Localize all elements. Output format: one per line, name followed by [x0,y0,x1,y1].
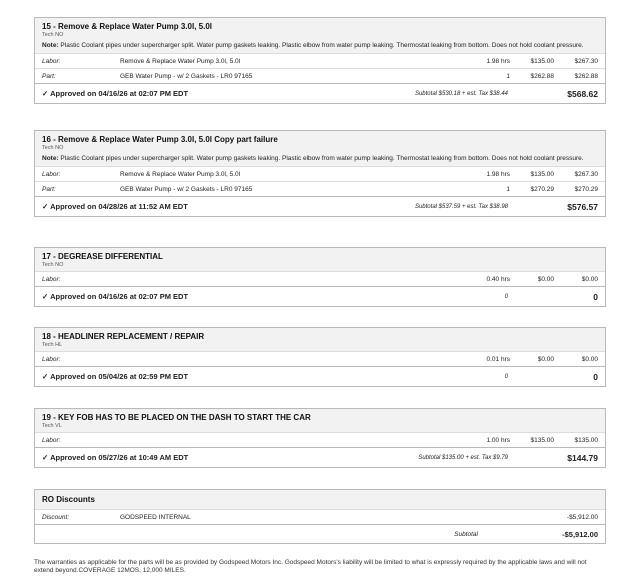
line-rate: $135.00 [530,170,554,178]
service-item-note [42,42,598,50]
line-item-labor [35,432,605,447]
service-item-tech: Tech NO [42,145,64,151]
line-quantity: 1.98 hrs [486,57,510,65]
service-item-19 [34,408,606,468]
line-rate: $262.88 [530,72,554,80]
line-type: Labor: [42,275,61,283]
service-item-17 [34,247,606,307]
item-total: 0 [593,291,598,302]
discounts-title: RO Discounts [42,495,95,504]
line-description: Remove & Replace Water Pump 3.0l, 5.0l [120,57,241,65]
line-type: Labor: [42,57,61,65]
line-quantity: 1.00 hrs [486,436,510,444]
line-item-labor [35,166,605,181]
service-item-title: 18 - HEADLINER REPLACEMENT / REPAIR [42,332,205,341]
line-type: Labor: [42,355,61,363]
line-type: Labor: [42,170,61,178]
line-item-part [35,68,605,83]
approval-status: ✓ Approved on 04/16/26 at 02:07 PM EDT [42,292,189,301]
service-item-title: 15 - Remove & Replace Water Pump 3.0l, 5.0l [42,22,212,31]
service-item-18 [34,327,606,387]
service-item-note [42,155,598,163]
line-item-part [35,181,605,196]
line-item-labor [35,53,605,68]
line-quantity: 1 [506,72,510,80]
line-description: GEB Water Pump - w/ 2 Gaskets - LR0 97165 [120,72,253,80]
service-item-header [35,18,605,53]
line-amount: $135.00 [574,436,598,444]
line-amount: $270.29 [574,185,598,193]
approval-status: ✓ Approved on 05/04/26 at 02:59 PM EDT [42,372,189,381]
service-item-header [35,409,605,432]
service-item-header [35,328,605,351]
discount-subtotal: -$5,912.00 [562,529,598,539]
line-rate: $0.00 [537,275,554,283]
item-total: $576.57 [567,201,598,212]
warranty-text: The warranties as applicable for the parts will be as provided by Godspeed Motors Inc. Godspeed Motors's liability will be limited to what is expressly required by the applicable laws and will not extend beyond.COVERAGE 12MOS, 12,000 MILES. [34,559,587,574]
approval-status: ✓ Approved on 05/27/26 at 10:49 AM EDT [42,453,189,462]
line-amount: $267.30 [574,170,598,178]
line-amount: $0.00 [581,355,598,363]
line-rate: $0.00 [537,355,554,363]
note-text: Plastic Coolant pipes under supercharger split. Water pump gaskets leaking. Plastic elbow from water pump leaking. Thermostat leaking from bottom. Does not hold coolant pressure. [60,42,584,49]
line-item-labor [35,351,605,366]
line-rate: $135.00 [530,436,554,444]
discounts-header [35,490,605,509]
service-item-footer [35,447,605,467]
line-type: Labor: [42,436,61,444]
service-item-title: 17 - DEGREASE DIFFERENTIAL [42,252,163,261]
service-item-footer [35,196,605,216]
line-quantity: 1 [506,185,510,193]
line-quantity: 1.98 hrs [486,170,510,178]
service-item-header [35,131,605,166]
subtotal-text: Subtotal $537.59 + est. Tax $38.98 [414,203,508,210]
service-item-15 [34,17,606,104]
service-item-tech: Tech NO [42,32,64,38]
service-item-tech: Tech NO [42,262,64,268]
service-item-tech: Tech HL [42,342,63,348]
line-type: Part: [42,72,56,80]
discounts-footer [35,524,605,543]
line-quantity: 0.40 hrs [486,275,510,283]
subtotal-text: Subtotal $530.18 + est. Tax $38.44 [414,90,508,97]
line-quantity: 0.01 hrs [486,355,510,363]
ro-discounts [34,489,606,544]
item-total: $144.79 [567,452,598,463]
service-item-title: 16 - Remove & Replace Water Pump 3.0l, 5.0l Copy part failure [42,135,278,144]
service-item-16 [34,130,606,217]
line-amount: $0.00 [581,275,598,283]
subtotal-text: Subtotal $135.00 + est. Tax $9.79 [418,454,508,461]
line-amount: $262.88 [574,72,598,80]
approval-status: ✓ Approved on 04/16/26 at 02:07 PM EDT [42,89,189,98]
discount-description: GODSPEED INTERNAL [120,513,191,521]
service-item-footer [35,366,605,386]
service-item-header [35,248,605,271]
discount-line [35,509,605,524]
service-item-footer [35,83,605,103]
service-item-footer [35,286,605,306]
line-description: Remove & Replace Water Pump 3.0l, 5.0l [120,170,241,178]
note-label: Note: [42,155,59,162]
discount-amount: -$5,912.00 [566,513,598,521]
line-description: GEB Water Pump - w/ 2 Gaskets - LR0 97165 [120,185,253,193]
item-total: 0 [593,371,598,382]
line-type: Part: [42,185,56,193]
subtotal-text: 0 [504,373,508,380]
approval-status: ✓ Approved on 04/28/26 at 11:52 AM EDT [42,202,188,211]
line-rate: $135.00 [530,57,554,65]
note-text: Plastic Coolant pipes under supercharger split. Water pump gaskets leaking. Plastic elbow from water pump leaking. Thermostat leaking from bottom. Does not hold coolant pressure. [60,155,584,162]
discount-type: Discount: [42,513,70,521]
line-item-labor [35,271,605,286]
discount-subtotal-label: Subtotal [454,530,478,538]
line-amount: $267.30 [574,57,598,65]
service-item-title: 19 - KEY FOB HAS TO BE PLACED ON THE DASH TO START THE CAR [42,413,311,422]
subtotal-text: 0 [504,293,508,300]
item-total: $568.62 [567,88,598,99]
service-item-tech: Tech VL [42,423,62,429]
line-rate: $270.29 [530,185,554,193]
note-label: Note: [42,42,59,49]
